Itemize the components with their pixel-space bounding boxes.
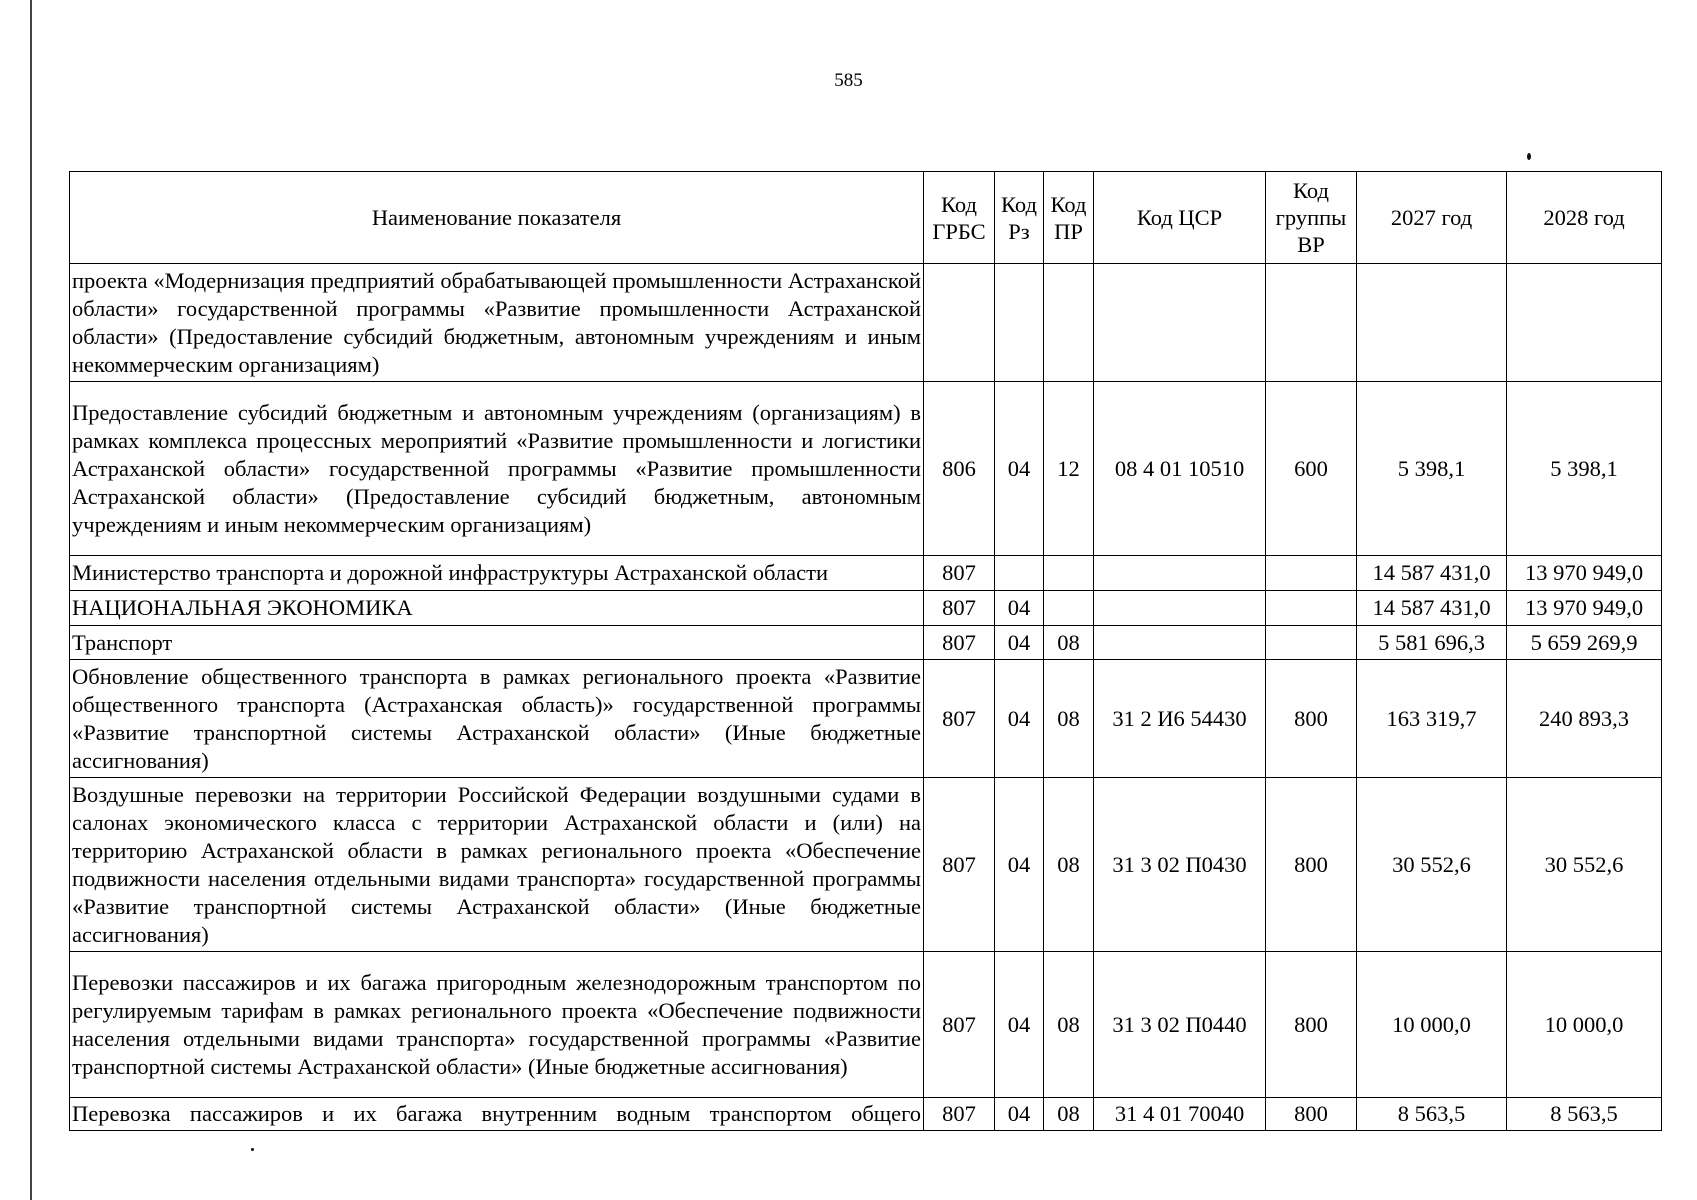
- table-row: [70, 264, 1662, 382]
- page-number: 585: [834, 70, 863, 91]
- row-2027: 5 581 696,3: [1357, 626, 1507, 660]
- row-grbs: 807: [924, 1098, 995, 1131]
- row-2028: 240 893,3: [1507, 660, 1662, 778]
- header-2027: 2027 год: [1357, 172, 1507, 264]
- row-grbs: 807: [924, 952, 995, 1098]
- row-vr: [1266, 556, 1357, 591]
- row-csr: 31 3 02 П0430: [1094, 778, 1266, 952]
- table-row: [70, 660, 1662, 778]
- row-csr: [1094, 556, 1266, 591]
- table-row: [70, 1098, 1662, 1131]
- row-vr: 800: [1266, 778, 1357, 952]
- row-2027: 30 552,6: [1357, 778, 1507, 952]
- row-name: Перевозки пассажиров и их багажа пригородным железнодорожным транспортом по регулируемым тарифам в рамках регионального проекта «Обеспечение подвижности населения отдельными видами транспорта» государственной программы «Развитие транспортной системы Астраханской области» (Иные бюджетные ассигнования): [70, 952, 924, 1098]
- row-2028: 5 659 269,9: [1507, 626, 1662, 660]
- table-row: [70, 626, 1662, 660]
- budget-table: [69, 171, 1662, 1131]
- row-2028: 10 000,0: [1507, 952, 1662, 1098]
- row-csr: 08 4 01 10510: [1094, 382, 1266, 556]
- row-rz: 04: [995, 1098, 1044, 1131]
- row-rz: 04: [995, 626, 1044, 660]
- row-pr: 08: [1044, 1098, 1094, 1131]
- row-2028: [1507, 264, 1662, 382]
- table-row: [70, 382, 1662, 556]
- row-name: Министерство транспорта и дорожной инфраструктуры Астраханской области: [70, 556, 924, 591]
- row-pr: 08: [1044, 660, 1094, 778]
- row-vr: [1266, 591, 1357, 626]
- row-grbs: 807: [924, 778, 995, 952]
- row-vr: 800: [1266, 660, 1357, 778]
- row-rz: 04: [995, 382, 1044, 556]
- header-2028: 2028 год: [1507, 172, 1662, 264]
- row-name: Обновление общественного транспорта в рамках регионального проекта «Развитие общественного транспорта (Астраханская область)» государственной программы «Развитие транспортной системы Астраханской области» (Иные бюджетные ассигнования): [70, 660, 924, 778]
- header-vr: Код группы ВР: [1266, 172, 1357, 264]
- table-row: [70, 952, 1662, 1098]
- row-2028: 8 563,5: [1507, 1098, 1662, 1131]
- table-row: [70, 778, 1662, 952]
- row-2027: [1357, 264, 1507, 382]
- row-csr: [1094, 591, 1266, 626]
- row-2027: 14 587 431,0: [1357, 556, 1507, 591]
- row-name: Предоставление субсидий бюджетным и автономным учреждениям (организациям) в рамках комплекса процессных мероприятий «Развитие промышленности и логистики Астраханской области» государственной программы «Развитие промышленности Астраханской области» (Предоставление субсидий бюджетным, автономным учреждениям и иным некоммерческим организациям): [70, 382, 924, 556]
- row-pr: 08: [1044, 626, 1094, 660]
- row-2027: 8 563,5: [1357, 1098, 1507, 1131]
- row-vr: [1266, 264, 1357, 382]
- row-name: Перевозка пассажиров и их багажа внутренним водным транспортом общего: [70, 1098, 924, 1131]
- row-name: Транспорт: [70, 626, 924, 660]
- header-pr: Код ПР: [1044, 172, 1094, 264]
- row-rz: 04: [995, 778, 1044, 952]
- row-pr: [1044, 591, 1094, 626]
- row-csr: 31 3 02 П0440: [1094, 952, 1266, 1098]
- scan-speck: [251, 1148, 254, 1151]
- row-grbs: 807: [924, 626, 995, 660]
- row-name: проекта «Модернизация предприятий обрабатывающей промышленности Астраханской области» государственной программы «Развитие промышленности Астраханской области» (Предоставление субсидий бюджетным, автономным учреждениям и иным некоммерческим организациям): [70, 264, 924, 382]
- row-rz: 04: [995, 952, 1044, 1098]
- row-2027: 163 319,7: [1357, 660, 1507, 778]
- header-rz: Код Рз: [995, 172, 1044, 264]
- table-row: [70, 591, 1662, 626]
- table-row: [70, 556, 1662, 591]
- row-rz: [995, 264, 1044, 382]
- header-grbs: Код ГРБС: [924, 172, 995, 264]
- row-2028: 30 552,6: [1507, 778, 1662, 952]
- row-2028: 5 398,1: [1507, 382, 1662, 556]
- scan-speck: [1527, 153, 1531, 160]
- row-grbs: 807: [924, 556, 995, 591]
- row-2028: 13 970 949,0: [1507, 591, 1662, 626]
- row-name: НАЦИОНАЛЬНАЯ ЭКОНОМИКА: [70, 591, 924, 626]
- row-pr: 08: [1044, 778, 1094, 952]
- row-2027: 10 000,0: [1357, 952, 1507, 1098]
- row-vr: [1266, 626, 1357, 660]
- row-csr: [1094, 264, 1266, 382]
- row-rz: 04: [995, 591, 1044, 626]
- row-2027: 14 587 431,0: [1357, 591, 1507, 626]
- header-csr: Код ЦСР: [1094, 172, 1266, 264]
- row-csr: [1094, 626, 1266, 660]
- row-grbs: 807: [924, 660, 995, 778]
- row-grbs: 807: [924, 591, 995, 626]
- row-vr: 800: [1266, 952, 1357, 1098]
- binding-edge-line: [30, 0, 32, 1200]
- row-pr: 12: [1044, 382, 1094, 556]
- row-pr: [1044, 556, 1094, 591]
- row-rz: [995, 556, 1044, 591]
- row-csr: 31 4 01 70040: [1094, 1098, 1266, 1131]
- row-grbs: [924, 264, 995, 382]
- row-pr: 08: [1044, 952, 1094, 1098]
- row-2027: 5 398,1: [1357, 382, 1507, 556]
- table-header-row: [70, 172, 1662, 264]
- row-vr: 600: [1266, 382, 1357, 556]
- row-vr: 800: [1266, 1098, 1357, 1131]
- row-csr: 31 2 И6 54430: [1094, 660, 1266, 778]
- row-pr: [1044, 264, 1094, 382]
- row-name: Воздушные перевозки на территории Российской Федерации воздушными судами в салонах экономического класса с территории Астраханской области и (или) на территорию Астраханской области в рамках регионального проекта «Обеспечение подвижности населения отдельными видами транспорта» государственной программы «Развитие транспортной системы Астраханской области» (Иные бюджетные ассигнования): [70, 778, 924, 952]
- row-grbs: 806: [924, 382, 995, 556]
- row-2028: 13 970 949,0: [1507, 556, 1662, 591]
- row-rz: 04: [995, 660, 1044, 778]
- header-name: Наименование показателя: [70, 172, 924, 264]
